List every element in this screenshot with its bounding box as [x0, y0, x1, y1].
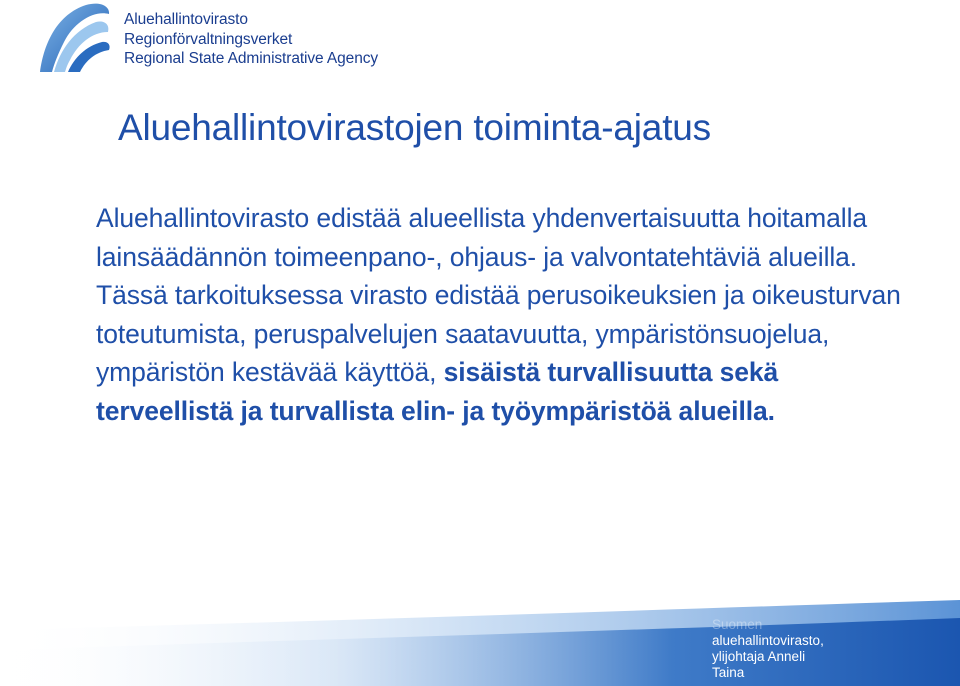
footer-presenter-info	[712, 617, 952, 681]
agency-logo-icon	[34, 2, 112, 74]
slide-body-text	[96, 199, 916, 430]
logo-line-english: Regional State Administrative Agency	[124, 50, 379, 67]
footer-line-1: aluehallintovirasto,	[712, 633, 824, 648]
logo-line-swedish: Regionförvaltningsverket	[124, 30, 293, 48]
logo-text	[124, 10, 378, 69]
body-text-normal: Aluehallintovirasto edistää alueellista yhdenvertaisuutta hoitamalla lainsäädännön toimeenpano-, ohjaus- ja valvontatehtäviä alueilla. Tässä tarkoituksessa virasto edistää perusoikeuksien ja oikeusturvan toteutumista, peruspalvelujen saatavuutta, ympäristönsuojelua, ympäristön kestävää käyttöä,	[96, 203, 909, 387]
body-text-bold: sisäistä turvallisuutta sekä terveellistä ja turvallista elin- ja työympäristöä alueilla.	[96, 357, 779, 426]
footer-line-2: ylijohtaja Anneli	[712, 649, 806, 664]
footer-line-3: Taina	[712, 665, 745, 680]
footer-line-faded: Suomen	[712, 617, 763, 632]
logo-line-finnish: Aluehallintovirasto	[124, 11, 248, 28]
slide-title: Aluehallintovirastojen toiminta-ajatus	[118, 107, 711, 148]
